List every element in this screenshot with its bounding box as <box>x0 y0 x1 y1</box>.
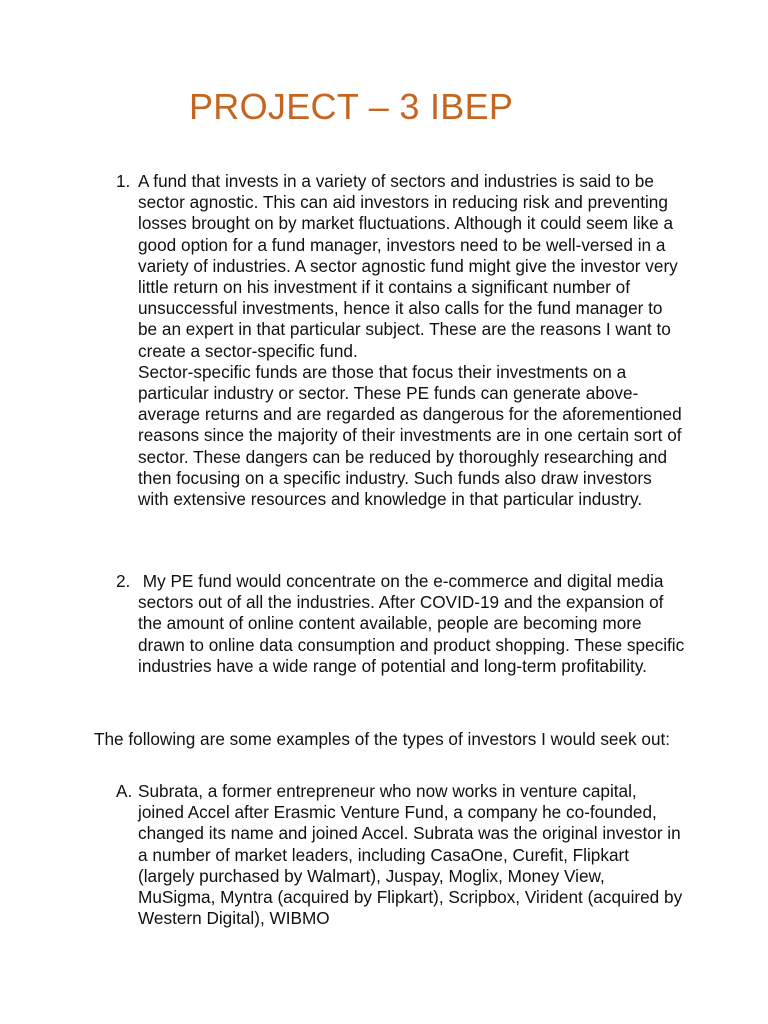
paragraph: A fund that invests in a variety of sectors and industries is said to be sector agnostic. This can aid investors in reducing risk and preventing losses brought on by market fluctuations. Although it could seem like a good option for a fund manager, investors need to be well-versed in a variety of industries. A sector agnostic fund might give the investor very little return on his investment if it contains a significant number of unsuccessful investments, hence it also calls for the fund manager to be an expert in that particular subject. These are the reasons I want to create a sector-specific fund. <box>138 171 678 361</box>
list-marker: A. <box>116 781 133 801</box>
list-item-body <box>138 781 686 929</box>
list-marker: 1. <box>116 171 131 191</box>
paragraph: Subrata, a former entrepreneur who now works in venture capital, joined Accel after Erasmic Venture Fund, a company he co-founded, changed its name and joined Accel. Subrata was the original investor in a number of market leaders, including CasaOne, Curefit, Flipkart (largely purchased by Walmart), Juspay, Moglix, Money View, MuSigma, Myntra (acquired by Flipkart), Scripbox, Virident (acquired by Western Digital), WIBMO <box>138 781 683 929</box>
paragraph: Sector-specific funds are those that focus their investments on a particular industry or sector. These PE funds can generate above-average returns and are regarded as dangerous for the aforementioned reasons since the majority of their investments are in one certain sort of sector. These dangers can be reduced by thoroughly researching and then focusing on a specific industry. Such funds also draw investors with extensive resources and knowledge in that particular industry. <box>138 361 682 510</box>
investor-intro: The following are some examples of the types of investors I would seek out: <box>94 729 671 749</box>
list-marker: 2. <box>116 571 131 591</box>
document-title: PROJECT – 3 IBEP <box>189 86 514 127</box>
list-item-2 <box>116 571 689 677</box>
list-item-body <box>138 571 689 677</box>
investor-item-a <box>116 781 686 929</box>
list-item-1 <box>116 171 686 510</box>
list-item-body <box>138 171 686 510</box>
paragraph: My PE fund would concentrate on the e-commerce and digital media sectors out of all the industries. After COVID-19 and the expansion of the amount of online content available, people are becoming more drawn to online data consumption and product shopping. These specific industries have a wide range of potential and long-term profitability. <box>138 571 689 676</box>
